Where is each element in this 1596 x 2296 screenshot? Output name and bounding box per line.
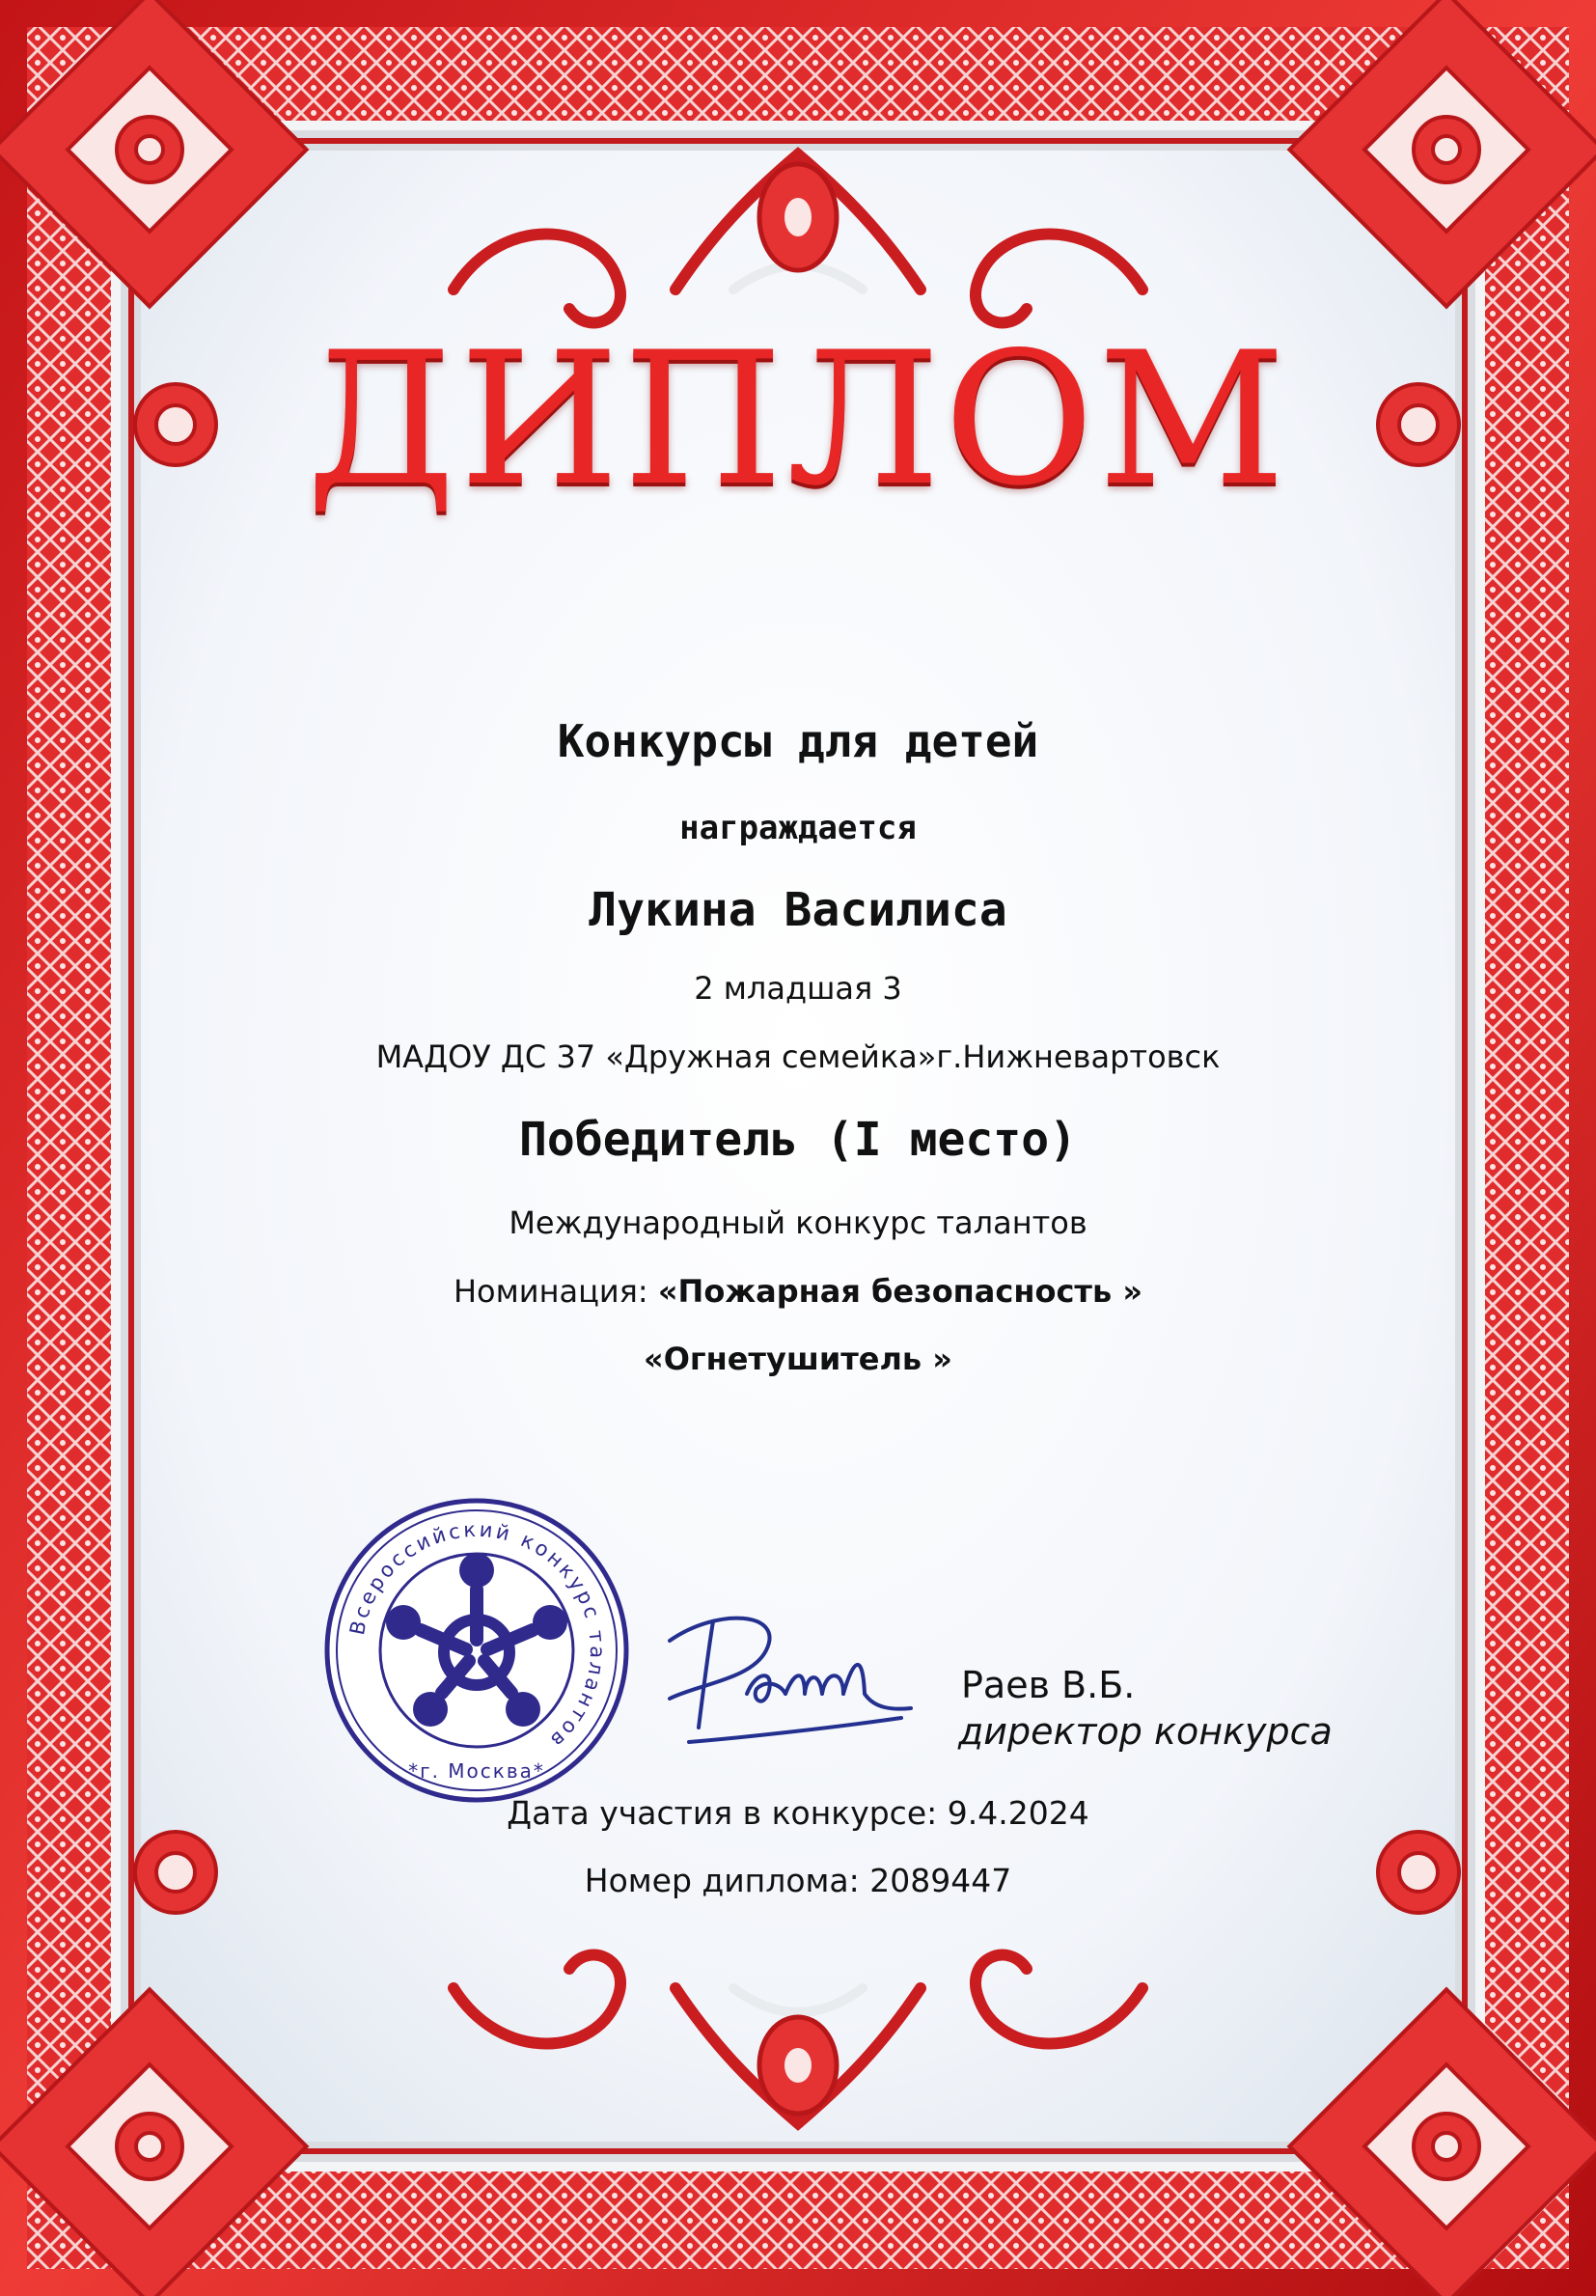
awarded-label: награждается	[679, 809, 917, 847]
diploma-number: Номер диплома: 2089447	[584, 1862, 1012, 1899]
work-title: «Огнетушитель »	[644, 1341, 952, 1377]
nomination-label: Номинация:	[453, 1273, 658, 1310]
diploma-title: ДИПЛОМ	[306, 313, 1290, 526]
seal-ring-text: Всероссийский конкурс талантов	[344, 1517, 610, 1755]
seal-city-text: *г. Москва*	[408, 1759, 545, 1783]
recipient-name: Лукина Василиса	[589, 883, 1007, 937]
organization-name: МАДОУ ДС 37 «Дружная семейка»г.Нижневартовск	[375, 1038, 1221, 1075]
contest-seal	[321, 1495, 632, 1806]
contest-type: Международный конкурс талантов	[509, 1204, 1087, 1241]
nomination-value: «Пожарная безопасность »	[657, 1273, 1142, 1310]
director-role: директор конкурса	[958, 1710, 1333, 1753]
group-name: 2 младшая 3	[694, 970, 902, 1007]
nomination	[0, 1270, 1596, 1313]
director-signature	[660, 1602, 921, 1757]
director-name: Раев В.Б.	[961, 1664, 1136, 1706]
participation-date: Дата участия в конкурсе: 9.4.2024	[507, 1794, 1089, 1832]
award-place: Победитель (I место)	[519, 1113, 1077, 1167]
contest-name: Конкурсы для детей	[557, 715, 1039, 767]
